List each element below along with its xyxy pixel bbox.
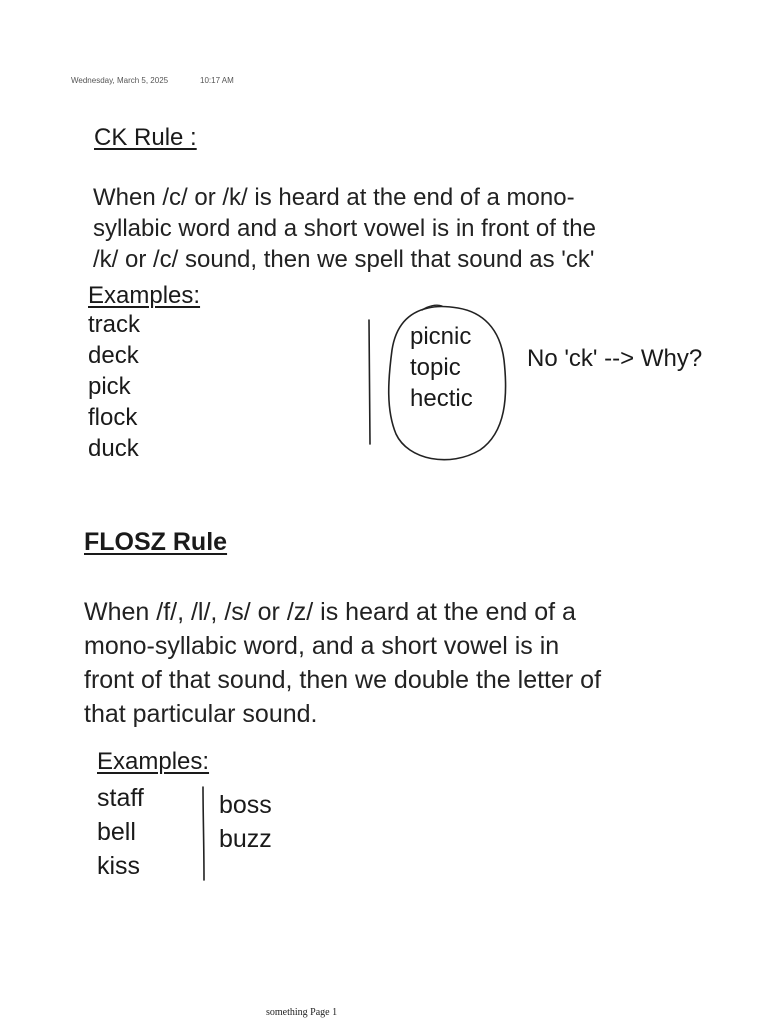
ck-rule-line: /k/ or /c/ sound, then we spell that sound as 'ck' [93,246,595,274]
note-date: Wednesday, March 5, 2025 [71,76,169,85]
flosz-examples-col1 [97,781,144,883]
flosz-rule-line: mono-syllabic word, and a short vowel is in [84,632,560,660]
flosz-rule-line: that particular sound. [84,700,318,728]
note-time: 10:17 AM [200,76,234,85]
flosz-example-word: bell [97,818,136,846]
flosz-divider-line [198,784,210,884]
ck-example-word: pick [88,373,131,400]
ck-example-word: flock [88,404,138,431]
ck-examples-label: Examples: [88,282,201,309]
ck-exception-word: topic [410,354,461,381]
flosz-rule-line: front of that sound, then we double the letter of [84,666,602,694]
flosz-rule-paragraph [84,595,601,731]
ck-rule-line: When /c/ or /k/ is heard at the end of a mono- [93,184,575,211]
flosz-rule-title: FLOSZ Rule [84,528,228,556]
ck-examples-list [88,309,140,464]
ck-rule-title: CK Rule : [94,124,197,151]
ck-exceptions-list [410,321,473,414]
page-footer: something Page 1 [266,1007,338,1018]
ck-divider-line [362,316,378,448]
flosz-rule-line: When /f/, /l/, /s/ or /z/ is heard at the end of a [84,598,576,626]
flosz-example-word: staff [97,784,144,812]
ck-example-word: deck [88,342,139,369]
flosz-example-word: kiss [97,852,141,880]
exception-note: No 'ck' --> Why? [527,345,703,372]
ck-rule-paragraph [93,182,596,276]
ck-rule-line: syllabic word and a short vowel is in front of the [93,215,596,243]
ck-example-word: duck [88,435,139,462]
flosz-examples-col2 [219,788,272,856]
ck-exception-word: picnic [410,323,472,350]
ck-exception-word: hectic [410,385,473,412]
ck-example-word: track [88,311,141,338]
flosz-examples-label: Examples: [97,748,210,775]
flosz-example-word: boss [219,791,272,819]
flosz-example-word: buzz [219,825,272,853]
